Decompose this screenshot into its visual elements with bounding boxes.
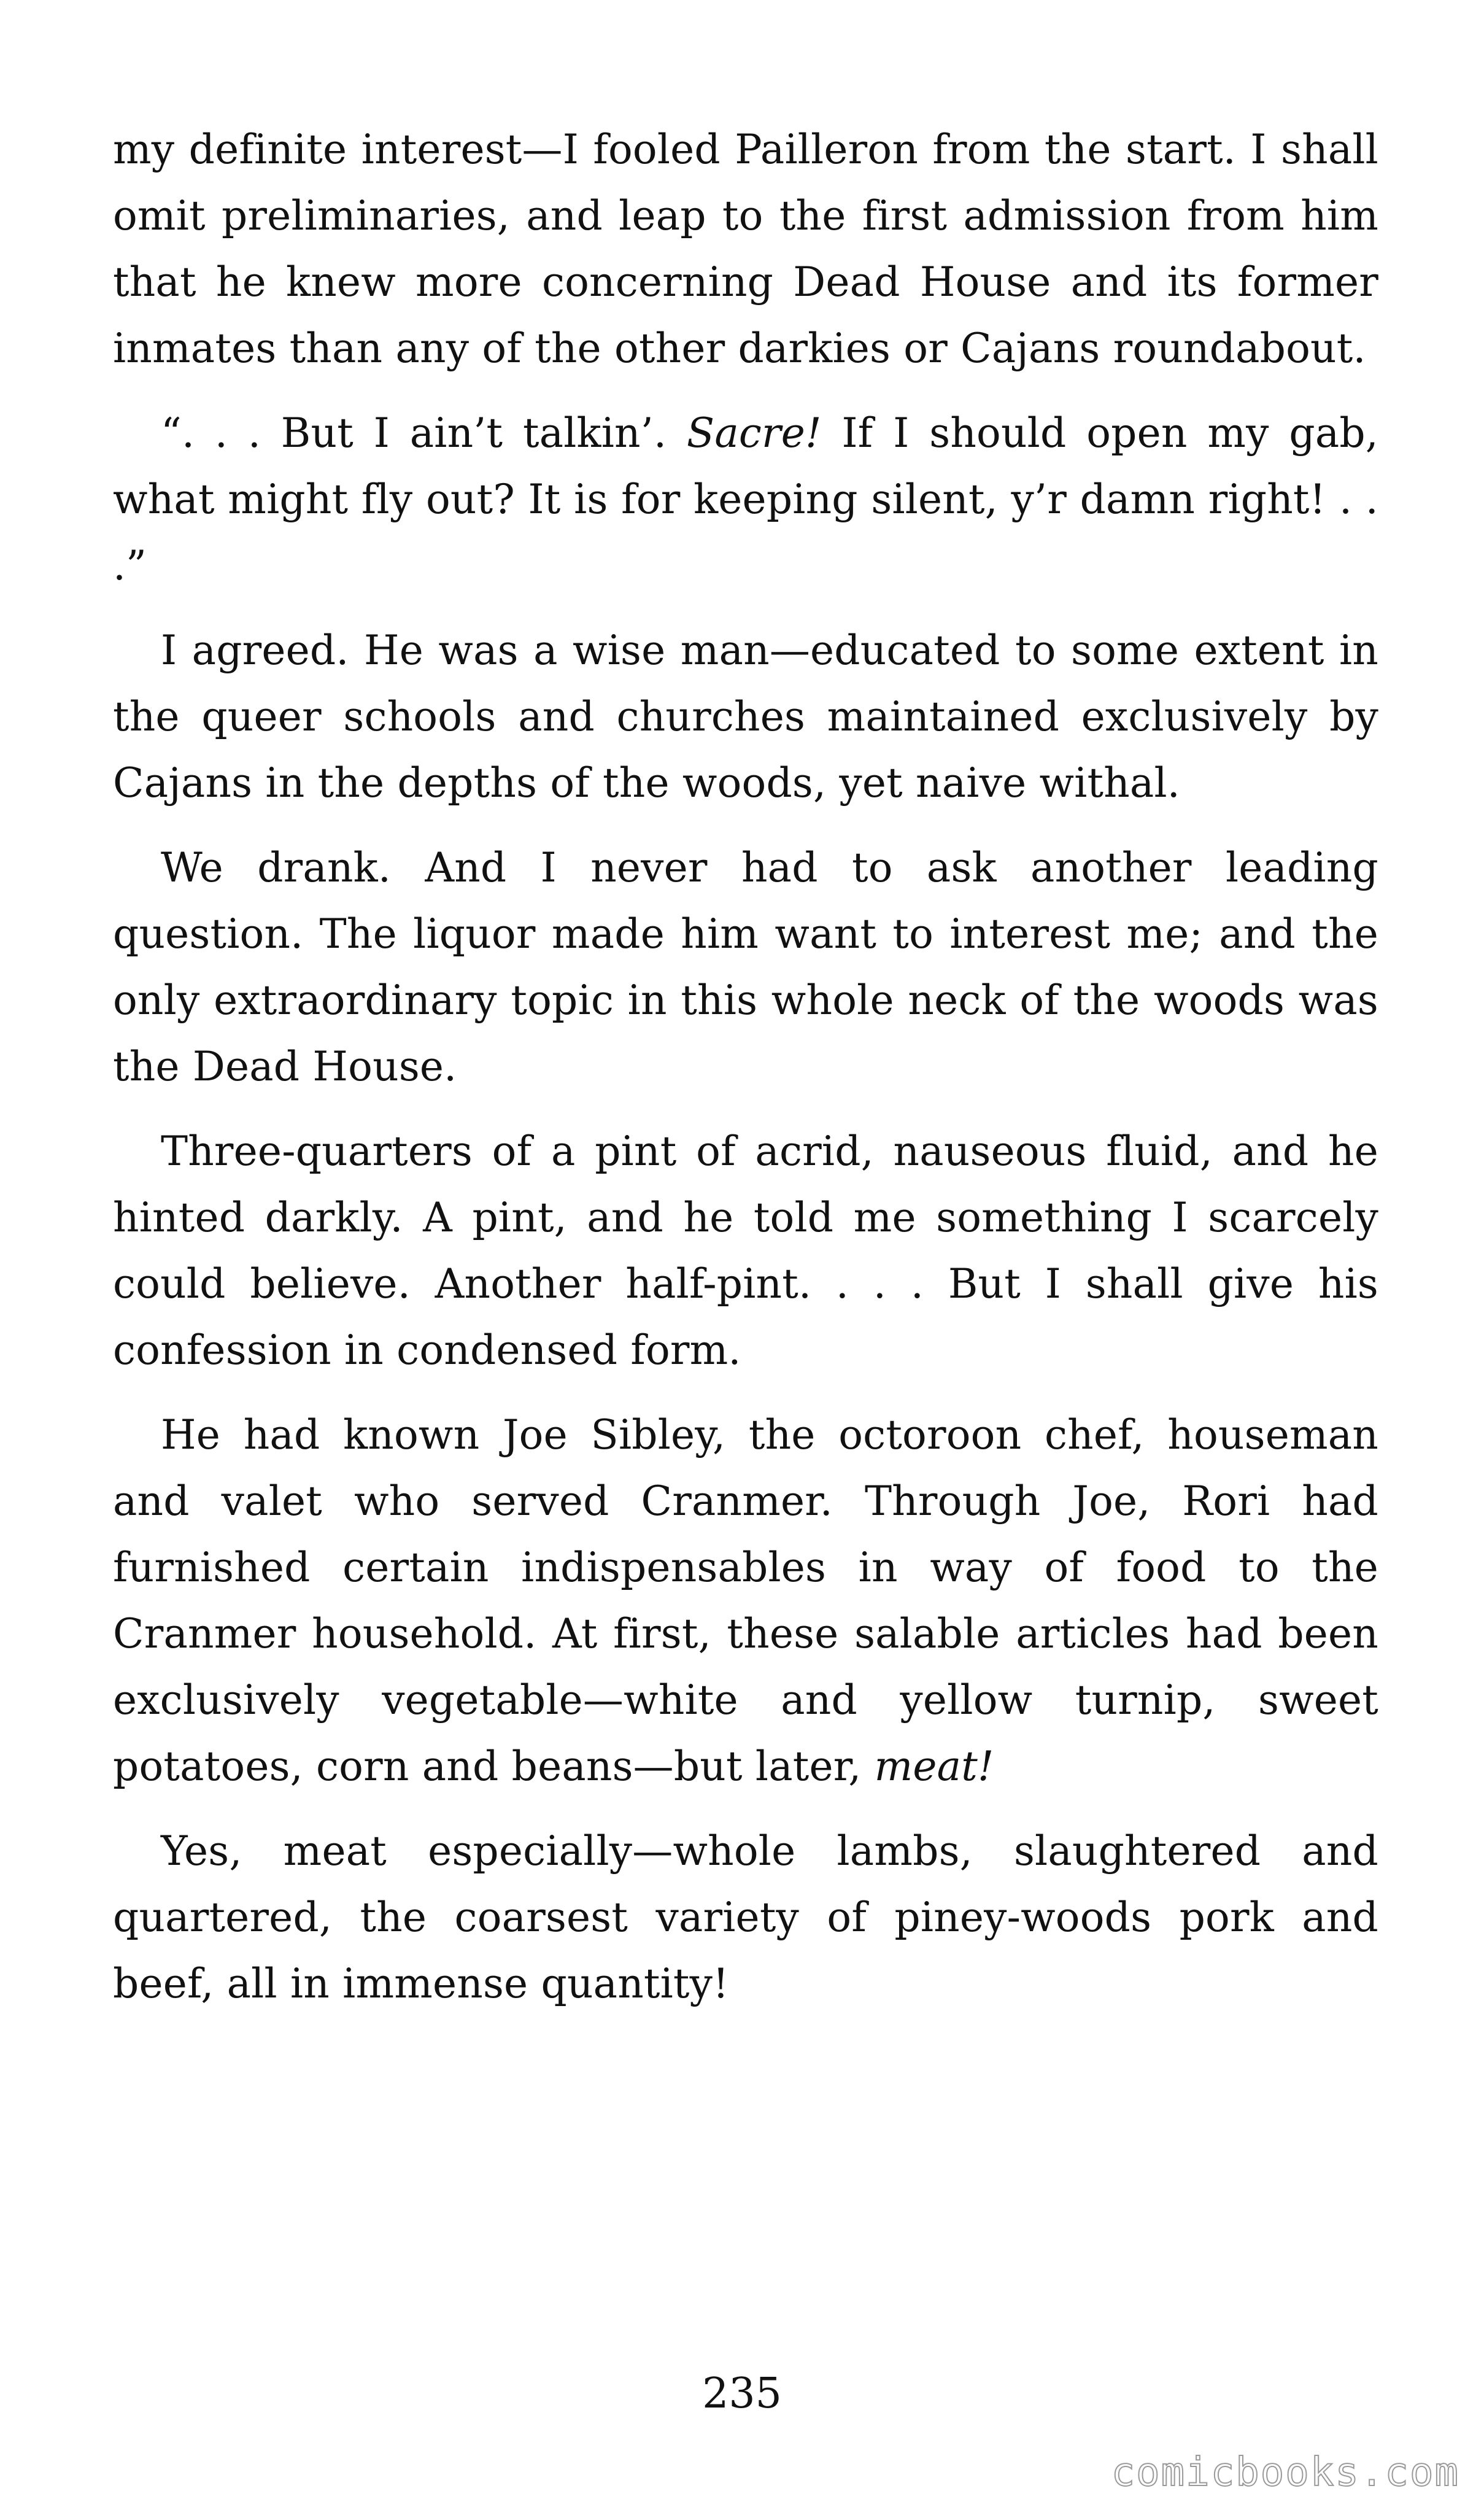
text-segment: I agreed. He was a wise man—educated to some extent in the queer schools and churches maintained exclusively by Cajans in the depths of the woods, yet naive withal. [113, 627, 1378, 807]
page-number: 235 [702, 2369, 782, 2418]
paragraph [113, 400, 1378, 599]
italic-segment: Sacre! [686, 409, 822, 457]
text-segment: my definite interest—I fooled Pailleron from the start. I shall omit preliminaries, and leap to the first admission from him that he knew more concerning Dead House and its former inmates than any of the other darkies or Cajans roundabout. [113, 126, 1378, 372]
text-segment: Three-quarters of a pint of acrid, nauseous fluid, and he hinted darkly. A pint, and he told me something I scarcely could believe. Another half-pint. . . . But I shall give his confession in condensed form. [113, 1128, 1378, 1374]
paragraph [113, 1118, 1378, 1384]
paragraph [113, 835, 1378, 1100]
body-text [113, 117, 1378, 2036]
text-segment: He had known Joe Sibley, the octoroon chef, houseman and valet who served Cranmer. Through Joe, Rori had furnished certain indispensables in way of food to the Cranmer household. At first, these salable articles had been exclusively vegetable—white and yellow turnip, sweet potatoes, corn and beans—but later, [113, 1411, 1378, 1790]
text-segment: If I should open my gab, what might fly out? It is for keeping silent, y’r damn right! . . .” [113, 409, 1378, 589]
text-segment: “. . . But I ain’t talkin’. [161, 409, 687, 457]
watermark-logo: comicbooks.com [1111, 2450, 1459, 2495]
text-segment: Yes, meat especially—whole lambs, slaughtered and quartered, the coarsest variety of piney-woods pork and beef, all in immense quantity! [113, 1827, 1378, 2007]
paragraph [113, 1402, 1378, 1800]
paragraph [113, 618, 1378, 816]
italic-segment: meat! [874, 1743, 994, 1790]
paragraph [113, 117, 1378, 382]
paragraph [113, 1818, 1378, 2017]
text-segment: We drank. And I never had to ask another leading question. The liquor made him want to interest me; and the only extraordinary topic in this whole neck of the woods was the Dead House. [113, 844, 1378, 1090]
